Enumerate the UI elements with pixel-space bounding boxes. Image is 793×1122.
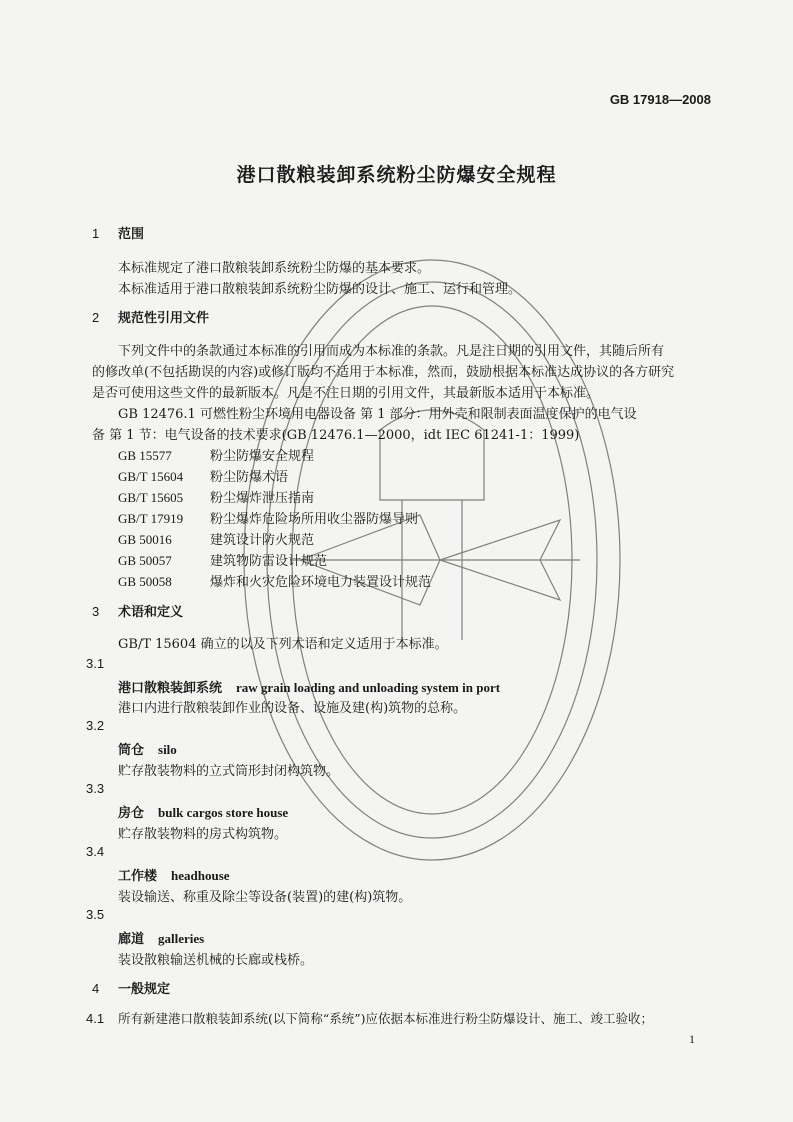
- term-english: bulk cargos store house: [158, 805, 289, 820]
- reference-code: GB/T 15605: [118, 490, 184, 505]
- reference-item: [118, 550, 327, 569]
- refs-intro-line-1: 下列文件中的条款通过本标准的引用而成为本标准的条款。凡是注日期的引用文件，其随后所有: [118, 344, 665, 359]
- reference-item: [118, 571, 431, 590]
- term-definition: 贮存散装物料的房式构筑物。: [118, 827, 288, 842]
- clause-number: 4.1: [86, 1011, 105, 1026]
- term-number: 3.5: [86, 907, 105, 922]
- term-english: silo: [158, 742, 177, 757]
- reference-item: [118, 508, 418, 527]
- term-heading: [118, 739, 177, 758]
- section-3-heading: [92, 601, 183, 620]
- section-title: 规范性引用文件: [118, 311, 210, 326]
- term-chinese: 港口散粮装卸系统: [118, 681, 223, 696]
- refs-intro-line-2: 的修改单(不包括勘误的内容)或修订版均不适用于本标准，然而，鼓励根据本标准达成协议的各方研究: [92, 365, 675, 380]
- term-number: 3.3: [86, 781, 105, 796]
- reference-title: 粉尘防爆安全规程: [210, 449, 315, 464]
- page-number: 1: [689, 1032, 695, 1046]
- section-1-heading: [92, 223, 144, 242]
- reference-item: [118, 445, 314, 464]
- reference-title: 粉尘爆炸危险场所用收尘器防爆导则: [210, 512, 419, 527]
- term-chinese: 廊道: [118, 932, 145, 947]
- section-number: 4: [92, 981, 100, 996]
- clause-4-1: [86, 1009, 653, 1027]
- reference-code: GB 50016: [118, 532, 172, 547]
- scope-paragraph-2: 本标准适用于港口散粮装卸系统粉尘防爆的设计、施工、运行和管理。: [118, 282, 522, 297]
- term-number: 3.4: [86, 844, 105, 859]
- section-number: 2: [92, 310, 100, 325]
- term-definition: 港口内进行散粮装卸作业的设备、设施及建(构)筑物的总称。: [118, 701, 467, 716]
- term-chinese: 房仓: [118, 806, 145, 821]
- reference-title: 建筑设计防火规范: [210, 533, 315, 548]
- term-english: headhouse: [171, 868, 230, 883]
- term-number: 3.1: [86, 656, 105, 671]
- term-definition: 装设输送、称重及除尘等设备(装置)的建(构)筑物。: [118, 890, 412, 905]
- reference-item: [118, 466, 288, 485]
- term-english: raw grain loading and unloading system in port: [236, 680, 501, 695]
- clause-text: 所有新建港口散粮装卸系统(以下简称“系统”)应依据本标准进行粉尘防爆设计、施工、竣工验收；: [118, 1011, 654, 1026]
- section-title: 术语和定义: [118, 605, 184, 620]
- reference-title: 粉尘爆炸泄压指南: [210, 491, 315, 506]
- section-number: 3: [92, 604, 100, 619]
- section-number: 1: [92, 226, 100, 241]
- section-2-heading: [92, 307, 209, 326]
- reference-code: GB 50058: [118, 574, 172, 589]
- section-title: 范围: [118, 227, 145, 242]
- term-definition: 贮存散装物料的立式筒形封闭构筑物。: [118, 764, 340, 779]
- term-chinese: 工作楼: [118, 869, 158, 884]
- section-title: 一般规定: [118, 982, 171, 997]
- section-4-heading: [92, 978, 170, 997]
- terms-intro: GB/T 15604 确立的以及下列术语和定义适用于本标准。: [118, 637, 448, 652]
- reference-code: GB 50057: [118, 553, 172, 568]
- reference-code: GB/T 15604: [118, 469, 184, 484]
- term-english: galleries: [158, 931, 205, 946]
- reference-title: 建筑物防雷设计规范: [210, 554, 328, 569]
- term-heading: [118, 677, 500, 696]
- reference-title: 粉尘防爆术语: [210, 470, 289, 485]
- term-definition: 装设散粮输送机械的长廊或栈桥。: [118, 953, 314, 968]
- term-heading: [118, 865, 230, 884]
- page-title: 港口散粮装卸系统粉尘防爆安全规程: [236, 164, 557, 186]
- reference-code: GB/T 17919: [118, 511, 184, 526]
- reference-item-first: GB 12476.1 可燃性粉尘环境用电器设备 第 1 部分：用外壳和限制表面温度保护的电气设: [118, 407, 637, 422]
- refs-intro-line-3: 是否可使用这些文件的最新版本。凡是不注日期的引用文件，其最新版本适用于本标准。: [92, 386, 600, 401]
- reference-item: [118, 529, 314, 548]
- reference-title: 爆炸和火灾危险环境电力装置设计规范: [210, 575, 432, 590]
- reference-item: [118, 487, 314, 506]
- standard-number: GB 17918—2008: [609, 92, 711, 107]
- reference-code: GB 15577: [118, 448, 172, 463]
- term-heading: [118, 802, 288, 821]
- scope-paragraph-1: 本标准规定了港口散粮装卸系统粉尘防爆的基本要求。: [118, 261, 431, 276]
- term-heading: [118, 928, 204, 947]
- reference-item-first-cont: 备 第 1 节：电气设备的技术要求(GB 12476.1—2000，idt IEC 61241-1：1999): [92, 428, 580, 443]
- term-chinese: 筒仓: [118, 743, 145, 758]
- term-number: 3.2: [86, 718, 105, 733]
